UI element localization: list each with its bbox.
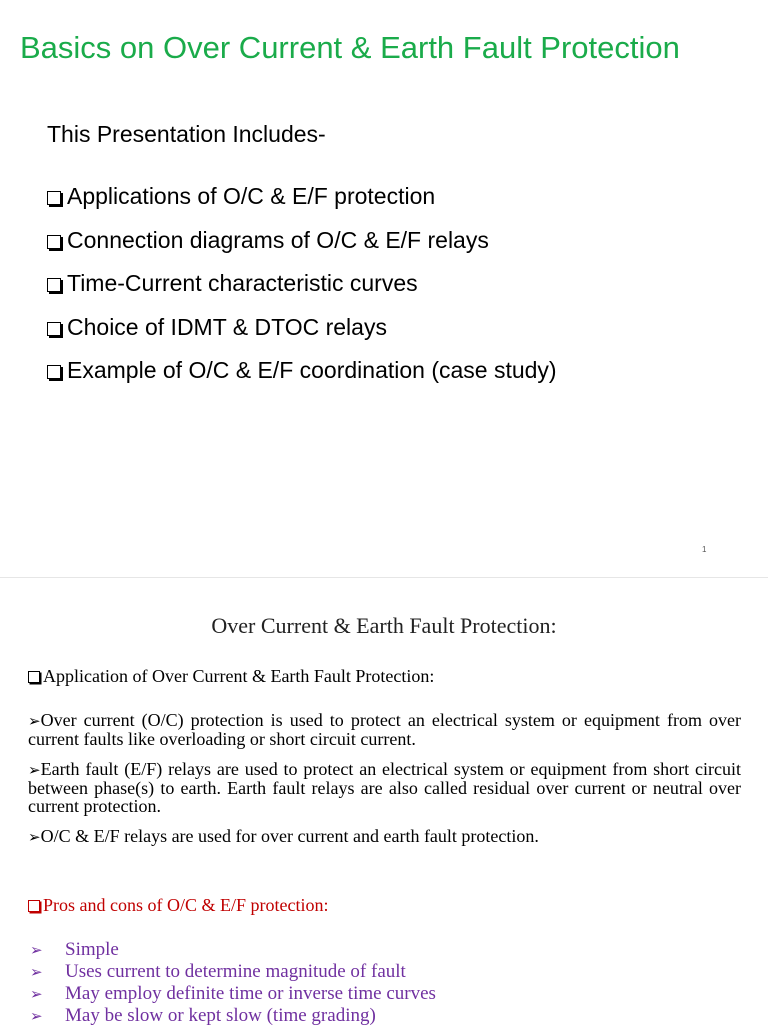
application-heading [28,666,434,687]
bullet-item [47,270,418,297]
bullet-text: Time-Current characteristic curves [67,270,418,296]
list-item-text: Simple [65,939,119,960]
paragraph [28,711,741,748]
bullet-text: Choice of IDMT & DTOC relays [67,314,387,340]
slide-title: Over Current & Earth Fault Protection: [211,613,557,638]
bullet-item [47,314,387,341]
list-item-text: Uses current to determine magnitude of fault [65,961,406,982]
bullet-item [47,227,489,254]
arrow-bullet-icon: ➢ [30,1007,43,1025]
arrow-bullet-icon: ➢ [30,985,43,1003]
list-item-text: May employ definite time or inverse time curves [65,983,436,1004]
slide-title: Basics on Over Current & Earth Fault Protection [20,30,680,65]
arrow-bullet-icon: ➢ [30,963,43,981]
pros-cons-heading [28,895,328,916]
paragraph [28,760,741,815]
bullet-text: Connection diagrams of O/C & E/F relays [67,227,489,253]
checkbox-bullet-icon [28,900,40,912]
bullet-item [47,357,557,384]
paragraph [28,827,741,846]
arrow-bullet-icon: ➢ [28,761,41,779]
paragraph-text: Earth fault (E/F) relays are used to protect an electrical system or equipment from short circuit between phase(s) to earth. Earth fault relays are also called residual over current or neutral over current protection. [28,759,741,816]
bullet-item [47,183,435,210]
arrow-bullet-icon: ➢ [30,941,43,959]
page-number: 1 [702,545,707,554]
checkbox-bullet-icon [47,365,61,379]
application-heading-text: Application of Over Current & Earth Fault Protection: [43,666,435,686]
bullet-text: Example of O/C & E/F coordination (case study) [67,357,557,383]
arrow-bullet-icon: ➢ [28,828,41,846]
checkbox-bullet-icon [47,322,61,336]
paragraph-text: O/C & E/F relays are used for over current and earth fault protection. [40,826,539,846]
bullet-text: Applications of O/C & E/F protection [67,183,436,209]
checkbox-bullet-icon [47,235,61,249]
paragraph-text: Over current (O/C) protection is used to protect an electrical system or equipment from over current faults like overloading or short circuit current. [28,710,741,749]
pros-cons-heading-text: Pros and cons of O/C & E/F protection: [43,895,329,915]
checkbox-bullet-icon [47,191,61,205]
intro-text: This Presentation Includes- [47,121,326,147]
slide-2 [0,578,768,1024]
checkbox-bullet-icon [28,671,40,683]
checkbox-bullet-icon [47,278,61,292]
arrow-bullet-icon: ➢ [28,712,41,730]
list-item-text: May be slow or kept slow (time grading) [65,1005,376,1026]
